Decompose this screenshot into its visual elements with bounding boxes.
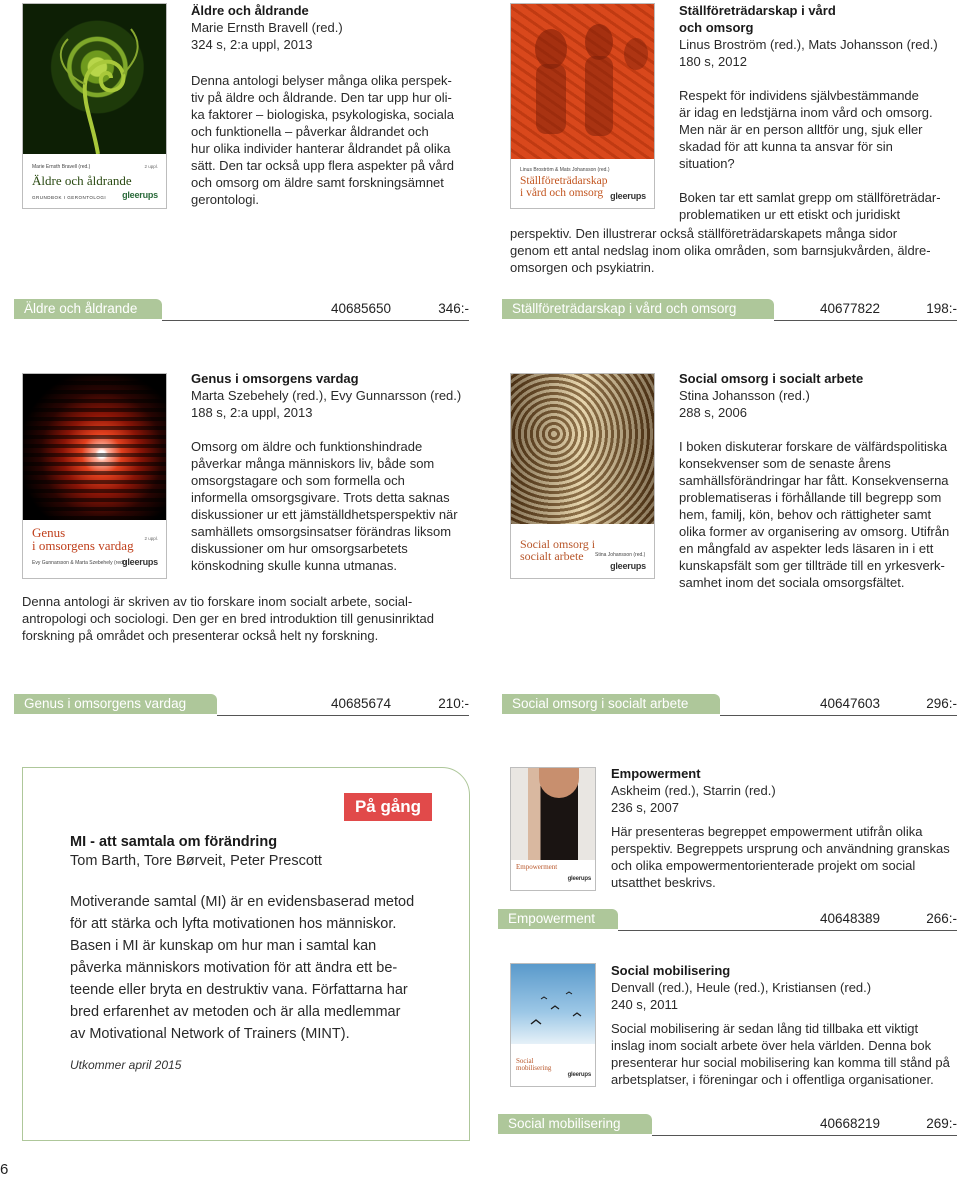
book-aldre-info (191, 2, 481, 208)
book-editors: Denvall (red.), Heule (red.), Kristiansen (red.) (611, 980, 872, 995)
price: 296:- (926, 696, 957, 711)
book-title: Äldre och åldrande (191, 3, 309, 18)
cover-title: Ställföreträdarskap i vård och omsorg (520, 175, 608, 199)
cover-title: Social mobilisering (516, 1057, 552, 1073)
book-editors: Marta Szebehely (red.), Evy Gunnarsson (red.) (191, 388, 462, 403)
book-title: Ställföreträdarskap i vård och omsorg (679, 3, 836, 35)
book-title: MI - att samtala om förändring (70, 834, 278, 850)
article-number: 40648389 (820, 911, 881, 926)
article-number: 40685650 (331, 301, 392, 316)
book-description-3: perspektiv. Den illustrerar också ställföreträdarskapets många sidor genom ett antal nedslag inom olika områden, som barnsjukvården, äldre- omsorgen och psykiatrin. (510, 226, 931, 275)
book-title: Genus i omsorgens vardag (191, 371, 359, 386)
shadow-figures-icon (511, 4, 654, 159)
cover-publisher: gleerups (122, 190, 158, 200)
order-row-aldre[interactable] (14, 299, 469, 321)
order-tab-label[interactable]: Social omsorg i socialt arbete (502, 694, 720, 714)
cover-publisher: gleerups (567, 1072, 591, 1078)
cover-title: Empowerment (516, 863, 558, 871)
book-pages-year: 288 s, 2006 (679, 405, 747, 420)
cover-empowerment (510, 767, 596, 891)
article-number: 40677822 (820, 301, 881, 316)
order-tab-label[interactable]: Ställföreträdarskap i vård och omsorg (502, 299, 774, 319)
cover-social-mobilisering (510, 963, 596, 1087)
fern-spiral-icon (23, 4, 166, 154)
order-row-stallforetradarskap[interactable] (502, 299, 957, 321)
cover-author: Marie Ernsth Bravell (red.) (32, 164, 91, 170)
coming-soon-badge: På gång (344, 793, 432, 821)
order-tab-label[interactable]: Social mobilisering (498, 1114, 652, 1134)
book-pages-year: 240 s, 2011 (611, 997, 678, 1012)
book-social-omsorg-info (679, 370, 959, 591)
book-title: Empowerment (611, 766, 701, 781)
cover-publisher: gleerups (567, 876, 591, 882)
cover-edition: 2 uppl. (144, 536, 158, 541)
cover-publisher: gleerups (610, 191, 646, 201)
book-title: Social omsorg i socialt arbete (679, 371, 864, 386)
book-description: I boken diskuterar forskare de välfärdspolitiska konsekvenser som de senaste årens samhällsförändringar har fått. Konsekvenserna problematiseras i förhållande till begrepp som hem, familj, kön, behov och rättigheter samt olika former av organisering av omsorg. Utifrån en mångfald av aspekter leds läsaren in i ett kunskapsfält som ger tillträde till en yrkesverk- samhet inom det sociala omsorgsfältet. (679, 439, 950, 590)
book-stallforetradarskap-info (679, 2, 959, 223)
book-editors: Askheim (red.), Starrin (red.) (611, 783, 776, 798)
order-row-genus[interactable] (14, 694, 469, 716)
order-tab-label[interactable]: Empowerment (498, 909, 618, 929)
cover-aldre (22, 3, 167, 209)
book-editor: Stina Johansson (red.) (679, 388, 810, 403)
order-rule (652, 1135, 957, 1136)
order-tab-label[interactable]: Äldre och åldrande (14, 299, 162, 319)
birds-icon (511, 964, 595, 1044)
book-empowerment-info (611, 765, 960, 891)
book-editor: Marie Ernsth Bravell (red.) (191, 20, 343, 35)
order-row-empowerment[interactable] (498, 909, 957, 931)
cover-art-fern (23, 4, 166, 154)
cover-art-sky-birds (511, 964, 595, 1044)
book-pages-year: 180 s, 2012 (679, 54, 747, 69)
cover-art-light-stripes (23, 374, 166, 520)
book-authors: Tom Barth, Tore Børveit, Peter Prescott (70, 853, 322, 869)
page-number: 6 (0, 1161, 9, 1178)
cover-genus (22, 373, 167, 579)
cover-publisher: gleerups (122, 557, 158, 567)
cover-art-shadows (511, 4, 654, 159)
price: 210:- (438, 696, 469, 711)
book-genus-info (191, 370, 481, 574)
article-number: 40647603 (820, 696, 881, 711)
book-title: Social mobilisering (611, 963, 731, 978)
release-note: Utkommer april 2015 (70, 1058, 182, 1072)
cover-stallforetradarskap (510, 3, 655, 209)
order-rule (720, 715, 957, 716)
book-social-mobilisering-info (611, 962, 960, 1088)
book-description: Här presenteras begreppet empowerment utifrån olika perspektiv. Begreppets ursprung och användning granskas och olika empowermentorienterade projekt om social utsatthet beskrivs. (611, 824, 950, 890)
cover-author: Stina Johansson (red.) (595, 552, 646, 558)
cover-subtitle: GRUNDBOK I GERONTOLOGI (32, 195, 107, 200)
order-rule (618, 930, 957, 931)
book-description-2: Denna antologi är skriven av tio forskare inom socialt arbete, social- antropologi och sociologi. Den ger en bred introduktion till genusinriktad forskning på området och presenterar också helt ny forskning. (22, 594, 434, 643)
order-tab-label[interactable]: Genus i omsorgens vardag (14, 694, 217, 714)
price: 269:- (926, 1116, 957, 1131)
book-description-1: Respekt för individens självbestämmande är idag en ledstjärna inom vård och omsorg. Men när är en person alltför ung, sjuk eller skadad för att kunna ta ansvar för sin situation? (679, 88, 933, 171)
article-number: 40685674 (331, 696, 392, 711)
book-mi-info (70, 833, 460, 1072)
price: 266:- (926, 911, 957, 926)
book-editors: Linus Broström (red.), Mats Johansson (red.) (679, 37, 938, 52)
book-pages-year: 236 s, 2007 (611, 800, 679, 815)
cover-title: Genus i omsorgens vardag (32, 525, 134, 554)
book-description-2: Boken tar ett samlat grepp om ställföreträdar- problematiken ur ett etiskt och juridiskt (679, 190, 941, 222)
article-number: 40668219 (820, 1116, 881, 1131)
book-description: Denna antologi belyser många olika perspek- tiv på äldre och åldrande. Den tar upp hur oli- ka faktorer – biologiska, psykologiska, sociala och funktionella – påverkar åldrandet och hur olika individer hanterar åldrandet på olika sätt. Den tar också upp flera aspekter på vård och omsorg om äldre samt forskningsämnet gerontologi. (191, 73, 455, 207)
book-pages-edition: 324 s, 2:a uppl, 2013 (191, 37, 313, 52)
book-description: Social mobilisering är sedan lång tid tillbaka ett viktigt inslag inom socialt arbete över hela världen. Denna bok presenterar hur social mobilisering kan komma till stånd på arbetsplatser, i föreningar och i offentliga organisationer. (611, 1021, 950, 1087)
book-description: Motiverande samtal (MI) är en evidensbaserad metod för att stärka och lyfta motivationen hos människor. Basen i MI är kunskap om hur man i samtal kan påverka människors motivation för att ändra ett be- teende eller bryta en destruktiv vana. Författarna har bred erfarenhet av metoden och är alla medlemmar av Motivational Network of Trainers (MINT). (70, 894, 415, 1042)
cover-title: Social omsorg i socialt arbete (520, 537, 596, 564)
cover-edition: 2 uppl. (144, 164, 158, 169)
cover-publisher: gleerups (610, 561, 646, 571)
price: 198:- (926, 301, 957, 316)
order-rule (217, 715, 469, 716)
cover-title: Äldre och åldrande (32, 173, 132, 188)
order-rule (774, 320, 957, 321)
cover-art-figure (511, 768, 595, 860)
cover-art-lace-curtain (511, 374, 654, 524)
order-row-social-omsorg[interactable] (502, 694, 957, 716)
price: 346:- (438, 301, 469, 316)
cover-author: Linus Broström & Mats Johansson (red.) (520, 167, 610, 173)
book-description-1: Omsorg om äldre och funktionshindrade påverkar många människors liv, både som omsorgstagare och som formella och informella omsorgsgivare. Trots detta saknas diskussioner ur ett jämställdhetsperspektiv när samhällets omsorgsinsatser förändras liksom diskussioner om hur omsorgsarbetets könskodning skulle kunna utmanas. (191, 439, 458, 573)
cover-social-omsorg (510, 373, 655, 579)
order-row-social-mobilisering[interactable] (498, 1114, 957, 1136)
book-pages-edition: 188 s, 2:a uppl, 2013 (191, 405, 313, 420)
cover-author: Evy Gunnarsson & Marta Szebehely (red.) (32, 560, 126, 566)
order-rule (162, 320, 469, 321)
